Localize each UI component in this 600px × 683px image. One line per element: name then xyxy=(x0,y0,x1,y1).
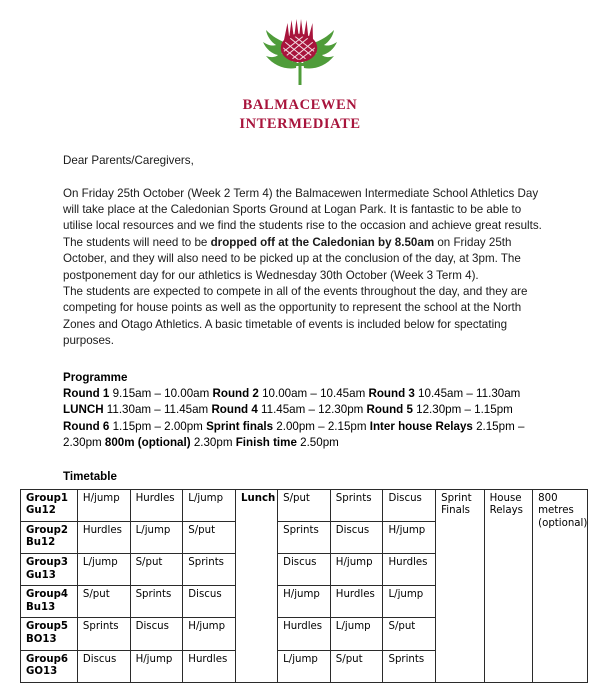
timetable-event-cell: Discus xyxy=(77,650,130,682)
timetable-event-cell: L/jump xyxy=(383,586,436,618)
group-code: Gu13 xyxy=(26,569,56,581)
timetable-event-cell: L/jump xyxy=(278,650,331,682)
group-number: Group3 xyxy=(26,556,69,568)
timetable-group-cell xyxy=(21,586,78,618)
timetable-event-cell: S/put xyxy=(383,618,436,650)
paragraph-2 xyxy=(63,235,548,284)
timetable-group-cell xyxy=(21,650,78,682)
programme-entry-time: 2.00pm – 2.15pm xyxy=(273,419,370,433)
timetable-event-cell: Discus xyxy=(130,618,183,650)
programme-entry-label: Round 6 xyxy=(63,419,110,433)
timetable-event-cell: Discus xyxy=(278,553,331,585)
group-code: BO13 xyxy=(26,633,57,645)
group-code: Bu12 xyxy=(26,537,56,549)
timetable-group-cell xyxy=(21,521,78,553)
programme-entry-label: Inter house Relays xyxy=(369,419,473,433)
thistle-logo-icon xyxy=(252,18,348,90)
programme-entry-label: Round 3 xyxy=(368,386,415,400)
timetable-group-cell xyxy=(21,553,78,585)
programme-entry-time: 10.45am – 11.30am xyxy=(414,386,521,400)
salutation: Dear Parents/Caregivers, xyxy=(63,154,194,168)
timetable-wrap xyxy=(0,489,600,683)
timetable-event-cell: S/put xyxy=(130,553,183,585)
programme-entry-label: Round 2 xyxy=(212,386,259,400)
timetable-event-cell: H/jump xyxy=(183,618,236,650)
letterhead xyxy=(0,0,600,133)
paragraph-2-post: on Friday 25th October, and they will also need to be picked up at the conclusion of the day, at 3pm. The postponement day for our athletics is Wednesday 30th October (Week 3 Term 4). xyxy=(63,235,521,282)
timetable-final-event-cell: 800 metres (optional) xyxy=(533,489,588,682)
timetable-event-cell: Sprints xyxy=(278,521,331,553)
timetable-event-cell: Hurdles xyxy=(383,553,436,585)
table-row xyxy=(21,489,588,521)
timetable-event-cell: Hurdles xyxy=(330,586,383,618)
group-number: Group2 xyxy=(26,524,69,536)
timetable-body xyxy=(21,489,588,682)
letter-body xyxy=(0,153,600,349)
group-number: Group4 xyxy=(26,589,69,601)
timetable-event-cell: Sprints xyxy=(77,618,130,650)
timetable-lunch-cell: Lunch xyxy=(235,489,277,682)
programme-entry-label: 800m (optional) xyxy=(104,436,191,450)
timetable-event-cell: S/put xyxy=(278,489,331,521)
timetable-table xyxy=(20,489,588,683)
paragraph-2-pre: The students will need to be xyxy=(63,235,211,249)
group-number: Group5 xyxy=(26,621,69,633)
timetable-event-cell: S/put xyxy=(77,586,130,618)
timetable-event-cell: L/jump xyxy=(77,553,130,585)
programme-entry-time: 12.30pm – 1.15pm xyxy=(412,403,513,417)
programme-entry-time: 10.00am – 10.45am xyxy=(258,386,369,400)
timetable-event-cell: L/jump xyxy=(330,618,383,650)
paragraph-1 xyxy=(63,186,548,235)
programme-entry-time: 2.30pm xyxy=(190,436,236,450)
group-number: Group1 xyxy=(26,492,69,504)
school-name-line1: BALMACEWEN xyxy=(242,97,358,113)
timetable-group-cell xyxy=(21,489,78,521)
programme-entry-label: Round 5 xyxy=(366,403,413,417)
timetable-event-cell: Sprints xyxy=(383,650,436,682)
timetable-event-cell: Hurdles xyxy=(183,650,236,682)
timetable-event-cell: H/jump xyxy=(383,521,436,553)
timetable-event-cell: Sprints xyxy=(330,489,383,521)
programme-entry-time: 2.50pm xyxy=(296,436,339,450)
programme-entry-time: 11.30am – 11.45am xyxy=(103,403,212,417)
timetable-final-event-cell: Sprint Finals xyxy=(436,489,484,682)
paragraph-3-text: The students are expected to compete in all of the events throughout the day, and they are competing for house points as well as the opportunity to represent the school at the North Zones and Otago Athletics. A basic timetable of events is included below for spectating purposes. xyxy=(63,284,528,348)
group-number: Group6 xyxy=(26,653,69,665)
paragraph-3 xyxy=(63,284,548,350)
programme-entry-label: Round 1 xyxy=(63,386,110,400)
programme-entry-label: Round 4 xyxy=(211,403,258,417)
timetable-event-cell: H/jump xyxy=(77,489,130,521)
school-name-line2: INTERMEDIATE xyxy=(239,115,361,132)
timetable-event-cell: Discus xyxy=(383,489,436,521)
timetable-event-cell: Discus xyxy=(330,521,383,553)
programme-heading: Programme xyxy=(63,370,128,384)
group-code: Bu13 xyxy=(26,601,56,613)
group-code: Gu12 xyxy=(26,505,56,517)
programme-entry-label: Finish time xyxy=(235,436,297,450)
programme-entry-time: 11.45am – 12.30pm xyxy=(257,403,367,417)
timetable-group-cell xyxy=(21,618,78,650)
timetable-event-cell: Hurdles xyxy=(130,489,183,521)
programme-entry-time: 9.15am – 10.00am xyxy=(109,386,213,400)
timetable-event-cell: H/jump xyxy=(330,553,383,585)
timetable-heading: Timetable xyxy=(63,469,117,483)
timetable-event-cell: Sprints xyxy=(183,553,236,585)
paragraph-2-emphasis: dropped off at the Caledonian by 8.50am xyxy=(210,235,435,249)
programme-entry-label: LUNCH xyxy=(63,403,104,417)
timetable-final-event-cell: House Relays xyxy=(484,489,532,682)
programme-entries xyxy=(63,386,548,452)
programme-section xyxy=(0,370,600,452)
programme-entry-label: Sprint finals xyxy=(206,419,274,433)
timetable-event-cell: S/put xyxy=(330,650,383,682)
timetable-event-cell: H/jump xyxy=(278,586,331,618)
school-name xyxy=(239,96,360,133)
timetable-event-cell: L/jump xyxy=(183,489,236,521)
timetable-event-cell: L/jump xyxy=(130,521,183,553)
timetable-event-cell: Discus xyxy=(183,586,236,618)
timetable-event-cell: H/jump xyxy=(130,650,183,682)
timetable-event-cell: Hurdles xyxy=(278,618,331,650)
programme-entry-time: 1.15pm – 2.00pm xyxy=(109,419,207,433)
group-code: GO13 xyxy=(26,666,58,678)
paragraph-1-text: On Friday 25th October (Week 2 Term 4) the Balmacewen Intermediate School Athletics Day will take place at the Caledonian Sports Ground at Logan Park. It is fantastic to be able to utilise local resources and we find the students rise to the occasion and achieve great results. xyxy=(63,186,542,233)
programme-entry-time: 2.15pm – 2.30pm xyxy=(63,419,525,450)
timetable-event-cell: S/put xyxy=(183,521,236,553)
timetable-event-cell: Sprints xyxy=(130,586,183,618)
timetable-event-cell: Hurdles xyxy=(77,521,130,553)
